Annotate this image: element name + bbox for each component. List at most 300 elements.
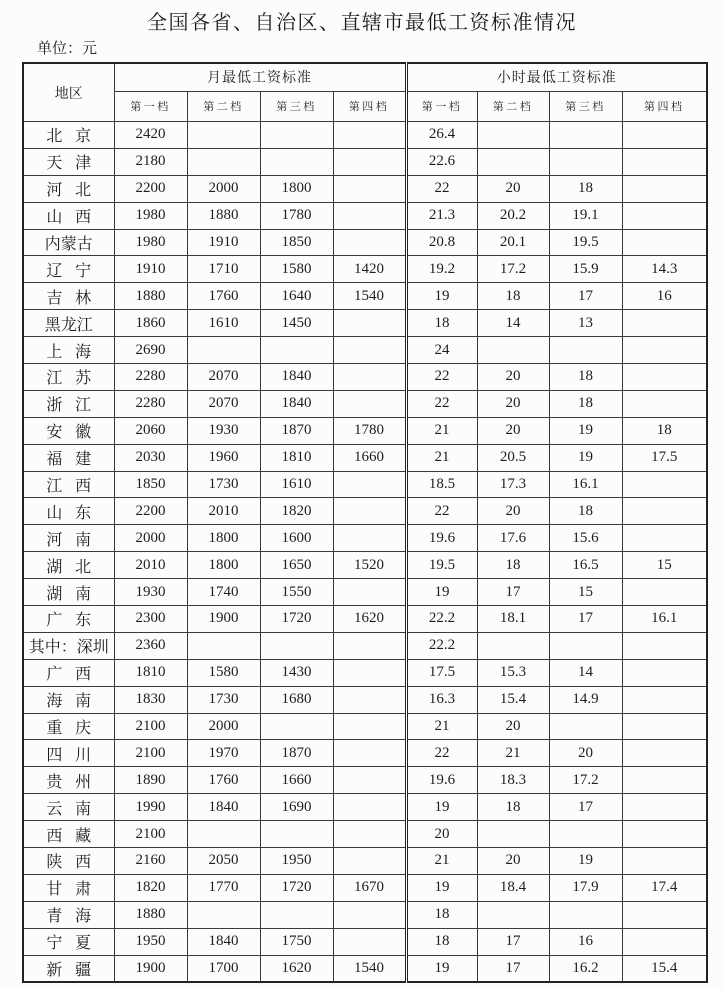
monthly-tier-1-cell: 2280 [114,364,187,391]
monthly-tier-3-cell [260,148,333,175]
region-cell: 广 西 [23,659,114,686]
region-cell: 新 疆 [23,955,114,982]
monthly-tier-3-cell: 1950 [260,848,333,875]
hourly-tier-3-cell: 16.5 [549,552,622,579]
monthly-tier-2-header: 第二档 [187,91,260,122]
table-row [23,337,707,364]
monthly-tier-2-cell [187,122,260,149]
hourly-tier-3-cell [549,713,622,740]
monthly-tier-3-cell: 1720 [260,874,333,901]
hourly-tier-1-cell: 22 [406,364,477,391]
region-cell: 湖 南 [23,579,114,606]
hourly-tier-4-cell [622,175,707,202]
monthly-tier-1-cell: 1980 [114,202,187,229]
region-cell: 安 徽 [23,417,114,444]
monthly-tier-4-cell [333,713,406,740]
hourly-tier-4-cell [622,794,707,821]
hourly-tier-3-cell: 18 [549,390,622,417]
monthly-tier-4-cell [333,928,406,955]
table-row [23,632,707,659]
hourly-tier-4-cell: 18 [622,417,707,444]
hourly-tier-2-cell: 20 [477,498,549,525]
hourly-tier-2-cell: 20 [477,175,549,202]
region-cell: 广 东 [23,606,114,633]
region-cell: 上 海 [23,337,114,364]
unit-label: 单位：元 [37,39,98,57]
monthly-tier-2-cell: 1840 [187,928,260,955]
monthly-tier-4-cell [333,632,406,659]
table-row [23,390,707,417]
hourly-tier-4-cell [622,579,707,606]
hourly-tier-4-cell [622,122,707,149]
hourly-tier-4-cell [622,229,707,256]
monthly-tier-4-cell: 1540 [333,955,406,982]
hourly-tier-1-cell: 19 [406,794,477,821]
hourly-tier-4-header: 第四档 [622,91,707,122]
monthly-tier-2-cell: 1700 [187,955,260,982]
monthly-tier-2-cell: 1740 [187,579,260,606]
hourly-tier-4-cell [622,310,707,337]
monthly-tier-1-cell: 1930 [114,579,187,606]
hourly-tier-4-cell [622,713,707,740]
hourly-tier-3-cell: 14.9 [549,686,622,713]
monthly-tier-3-cell: 1600 [260,525,333,552]
hourly-tier-3-cell: 14 [549,659,622,686]
table-row [23,498,707,525]
hourly-tier-1-cell: 18 [406,310,477,337]
table-row [23,794,707,821]
hourly-tier-4-cell [622,848,707,875]
region-cell: 海 南 [23,686,114,713]
monthly-tier-3-cell: 1650 [260,552,333,579]
monthly-tier-2-cell: 1960 [187,444,260,471]
hourly-tier-3-cell: 15.6 [549,525,622,552]
hourly-tier-1-cell: 17.5 [406,659,477,686]
monthly-tier-3-cell: 1450 [260,310,333,337]
table-row [23,740,707,767]
table-row [23,148,707,175]
monthly-tier-2-cell: 1610 [187,310,260,337]
tier-header-row [23,91,707,122]
monthly-tier-4-cell: 1520 [333,552,406,579]
region-cell: 陕 西 [23,848,114,875]
region-cell: 黑龙江 [23,310,114,337]
monthly-tier-2-cell: 1900 [187,606,260,633]
hourly-tier-2-cell: 20 [477,848,549,875]
monthly-tier-3-cell: 1430 [260,659,333,686]
hourly-tier-4-cell [622,901,707,928]
monthly-tier-2-cell: 2070 [187,364,260,391]
hourly-tier-3-cell: 15.9 [549,256,622,283]
hourly-tier-1-header: 第一档 [406,91,477,122]
monthly-tier-4-cell [333,579,406,606]
monthly-tier-3-cell [260,632,333,659]
monthly-tier-4-cell: 1660 [333,444,406,471]
hourly-tier-1-cell: 21 [406,444,477,471]
monthly-tier-2-cell: 2070 [187,390,260,417]
hourly-tier-3-cell: 17 [549,283,622,310]
table-row [23,928,707,955]
hourly-tier-2-cell [477,122,549,149]
monthly-tier-1-cell: 1810 [114,659,187,686]
hourly-tier-3-cell: 19.5 [549,229,622,256]
monthly-tier-4-cell [333,659,406,686]
hourly-tier-4-cell [622,767,707,794]
monthly-tier-4-header: 第四档 [333,91,406,122]
monthly-tier-1-cell: 2690 [114,337,187,364]
monthly-tier-2-cell [187,632,260,659]
hourly-tier-4-cell [622,821,707,848]
table-row [23,202,707,229]
monthly-tier-1-cell: 2160 [114,848,187,875]
monthly-tier-3-cell: 1850 [260,229,333,256]
region-cell: 河 南 [23,525,114,552]
table-row [23,175,707,202]
monthly-tier-2-cell: 1930 [187,417,260,444]
hourly-tier-1-cell: 21.3 [406,202,477,229]
monthly-tier-1-cell: 1860 [114,310,187,337]
monthly-tier-4-cell: 1620 [333,606,406,633]
hourly-tier-1-cell: 19.6 [406,525,477,552]
monthly-tier-4-cell [333,229,406,256]
monthly-tier-3-cell [260,901,333,928]
hourly-tier-2-cell [477,148,549,175]
table-row [23,229,707,256]
monthly-tier-2-cell: 2000 [187,175,260,202]
monthly-tier-3-cell: 1720 [260,606,333,633]
monthly-tier-1-cell: 2420 [114,122,187,149]
hourly-tier-2-cell: 18 [477,552,549,579]
monthly-tier-4-cell: 1540 [333,283,406,310]
table-row [23,444,707,471]
hourly-tier-1-cell: 19 [406,955,477,982]
hourly-tier-2-cell: 20 [477,390,549,417]
hourly-tier-2-cell: 15.4 [477,686,549,713]
hourly-tier-2-cell: 20.2 [477,202,549,229]
hourly-tier-4-cell: 14.3 [622,256,707,283]
monthly-tier-1-cell: 2300 [114,606,187,633]
region-cell: 湖 北 [23,552,114,579]
monthly-tier-1-cell: 1830 [114,686,187,713]
hourly-tier-2-cell: 20 [477,713,549,740]
hourly-tier-1-cell: 18.5 [406,471,477,498]
monthly-tier-2-cell: 2010 [187,498,260,525]
monthly-tier-1-cell: 2360 [114,632,187,659]
monthly-tier-2-cell: 1800 [187,552,260,579]
hourly-tier-4-cell [622,148,707,175]
monthly-tier-1-cell: 2010 [114,552,187,579]
hourly-tier-1-cell: 22.6 [406,148,477,175]
hourly-tier-4-cell [622,525,707,552]
hourly-tier-2-cell [477,901,549,928]
hourly-tier-2-cell: 20.5 [477,444,549,471]
hourly-tier-1-cell: 24 [406,337,477,364]
hourly-tier-4-cell [622,202,707,229]
hourly-tier-1-cell: 22 [406,740,477,767]
table-row [23,256,707,283]
hourly-tier-4-cell: 16.1 [622,606,707,633]
monthly-tier-1-cell: 1820 [114,874,187,901]
monthly-tier-3-cell: 1620 [260,955,333,982]
monthly-tier-3-cell: 1840 [260,364,333,391]
monthly-tier-1-cell: 1980 [114,229,187,256]
hourly-tier-3-cell [549,148,622,175]
table-row [23,955,707,982]
hourly-tier-3-cell: 19 [549,417,622,444]
monthly-tier-2-cell: 1800 [187,525,260,552]
monthly-tier-1-cell: 2100 [114,821,187,848]
monthly-tier-3-cell: 1810 [260,444,333,471]
table-row [23,310,707,337]
table-row [23,901,707,928]
region-cell: 浙 江 [23,390,114,417]
hourly-tier-2-cell: 20 [477,417,549,444]
hourly-tier-2-cell: 18 [477,283,549,310]
region-cell: 宁 夏 [23,928,114,955]
monthly-tier-1-cell: 2180 [114,148,187,175]
monthly-tier-3-cell: 1660 [260,767,333,794]
region-cell: 北 京 [23,122,114,149]
hourly-tier-1-cell: 19.2 [406,256,477,283]
region-cell: 甘 肃 [23,874,114,901]
hourly-tier-2-cell: 17 [477,928,549,955]
monthly-tier-3-cell [260,821,333,848]
region-cell: 青 海 [23,901,114,928]
hourly-tier-3-cell [549,122,622,149]
hourly-wage-header: 小时最低工资标准 [406,63,707,91]
hourly-tier-4-cell: 16 [622,283,707,310]
region-cell: 辽 宁 [23,256,114,283]
monthly-tier-1-cell: 1900 [114,955,187,982]
monthly-tier-1-cell: 2200 [114,175,187,202]
monthly-tier-4-cell [333,337,406,364]
table-row [23,821,707,848]
region-cell: 其中：深圳 [23,632,114,659]
hourly-tier-3-cell: 19.1 [549,202,622,229]
monthly-wage-header: 月最低工资标准 [114,63,406,91]
monthly-tier-1-cell: 2100 [114,713,187,740]
monthly-tier-1-cell: 2280 [114,390,187,417]
hourly-tier-3-cell: 17 [549,606,622,633]
monthly-tier-1-header: 第一档 [114,91,187,122]
hourly-tier-2-cell: 15.3 [477,659,549,686]
hourly-tier-3-cell: 19 [549,444,622,471]
table-row [23,686,707,713]
monthly-tier-2-cell [187,148,260,175]
region-cell: 云 南 [23,794,114,821]
monthly-tier-2-cell: 1730 [187,471,260,498]
monthly-tier-2-cell [187,821,260,848]
monthly-tier-4-cell [333,740,406,767]
monthly-tier-1-cell: 1950 [114,928,187,955]
minimum-wage-table [22,62,708,983]
hourly-tier-3-cell: 16 [549,928,622,955]
monthly-tier-2-cell: 1840 [187,794,260,821]
page-title: 全国各省、自治区、直辖市最低工资标准情况 [147,10,577,34]
hourly-tier-4-cell: 17.5 [622,444,707,471]
hourly-tier-4-cell: 15 [622,552,707,579]
hourly-tier-1-cell: 19 [406,874,477,901]
monthly-tier-2-cell: 2050 [187,848,260,875]
table-row [23,606,707,633]
hourly-tier-4-cell [622,498,707,525]
table-row [23,122,707,149]
monthly-tier-4-cell [333,686,406,713]
monthly-tier-1-cell: 2100 [114,740,187,767]
hourly-tier-1-cell: 21 [406,417,477,444]
monthly-tier-3-cell: 1610 [260,471,333,498]
region-cell: 河 北 [23,175,114,202]
monthly-tier-3-cell: 1870 [260,417,333,444]
monthly-tier-3-cell: 1580 [260,256,333,283]
monthly-tier-4-cell [333,148,406,175]
hourly-tier-2-cell: 17 [477,579,549,606]
hourly-tier-1-cell: 22.2 [406,632,477,659]
monthly-tier-1-cell: 1880 [114,901,187,928]
hourly-tier-1-cell: 21 [406,848,477,875]
monthly-tier-2-cell: 1710 [187,256,260,283]
hourly-tier-1-cell: 19 [406,579,477,606]
hourly-tier-3-header: 第三档 [549,91,622,122]
hourly-tier-1-cell: 18 [406,901,477,928]
hourly-tier-3-cell: 20 [549,740,622,767]
hourly-tier-1-cell: 19 [406,283,477,310]
monthly-tier-2-cell: 1970 [187,740,260,767]
hourly-tier-2-cell: 17.6 [477,525,549,552]
monthly-tier-2-cell: 1760 [187,283,260,310]
monthly-tier-4-cell [333,525,406,552]
hourly-tier-1-cell: 19.5 [406,552,477,579]
hourly-tier-2-cell: 18.4 [477,874,549,901]
hourly-tier-1-cell: 22 [406,175,477,202]
monthly-tier-3-cell: 1550 [260,579,333,606]
hourly-tier-4-cell [622,471,707,498]
monthly-tier-4-cell [333,821,406,848]
hourly-tier-3-cell: 18 [549,498,622,525]
region-cell: 重 庆 [23,713,114,740]
monthly-tier-2-cell: 1580 [187,659,260,686]
hourly-tier-1-cell: 22.2 [406,606,477,633]
hourly-tier-2-cell: 17 [477,955,549,982]
monthly-tier-2-cell: 1910 [187,229,260,256]
table-row [23,848,707,875]
table-row [23,659,707,686]
region-cell: 山 东 [23,498,114,525]
hourly-tier-4-cell [622,659,707,686]
hourly-tier-2-cell: 17.3 [477,471,549,498]
hourly-tier-3-cell [549,821,622,848]
region-cell: 江 西 [23,471,114,498]
monthly-tier-1-cell: 1990 [114,794,187,821]
monthly-tier-4-cell [333,202,406,229]
hourly-tier-3-cell: 16.1 [549,471,622,498]
table-row [23,767,707,794]
monthly-tier-4-cell: 1420 [333,256,406,283]
hourly-tier-1-cell: 16.3 [406,686,477,713]
region-cell: 天 津 [23,148,114,175]
hourly-tier-1-cell: 18 [406,928,477,955]
hourly-tier-1-cell: 26.4 [406,122,477,149]
table-row [23,417,707,444]
region-cell: 贵 州 [23,767,114,794]
monthly-tier-3-cell: 1840 [260,390,333,417]
monthly-tier-4-cell [333,767,406,794]
hourly-tier-2-cell: 17.2 [477,256,549,283]
hourly-tier-3-cell [549,901,622,928]
hourly-tier-2-cell [477,821,549,848]
monthly-tier-3-cell: 1640 [260,283,333,310]
hourly-tier-3-cell: 17.2 [549,767,622,794]
header-row [23,63,707,91]
hourly-tier-2-cell: 14 [477,310,549,337]
monthly-tier-3-cell: 1680 [260,686,333,713]
hourly-tier-4-cell [622,364,707,391]
hourly-tier-4-cell: 17.4 [622,874,707,901]
hourly-tier-3-cell: 18 [549,175,622,202]
monthly-tier-3-cell: 1750 [260,928,333,955]
hourly-tier-3-cell: 13 [549,310,622,337]
hourly-tier-3-cell: 17.9 [549,874,622,901]
region-cell: 内蒙古 [23,229,114,256]
monthly-tier-2-cell: 1880 [187,202,260,229]
hourly-tier-4-cell [622,337,707,364]
monthly-tier-3-cell: 1820 [260,498,333,525]
hourly-tier-3-cell: 16.2 [549,955,622,982]
monthly-tier-1-cell: 1880 [114,283,187,310]
monthly-tier-1-cell: 2000 [114,525,187,552]
monthly-tier-3-cell: 1800 [260,175,333,202]
hourly-tier-2-cell [477,337,549,364]
hourly-tier-2-cell: 18.3 [477,767,549,794]
hourly-tier-1-cell: 20 [406,821,477,848]
monthly-tier-3-cell [260,337,333,364]
hourly-tier-4-cell [622,740,707,767]
monthly-tier-3-cell: 1780 [260,202,333,229]
monthly-tier-4-cell [333,848,406,875]
table-row [23,525,707,552]
monthly-tier-2-cell [187,901,260,928]
hourly-tier-4-cell [622,390,707,417]
region-cell: 西 藏 [23,821,114,848]
monthly-tier-3-cell: 1870 [260,740,333,767]
hourly-tier-2-cell: 20.1 [477,229,549,256]
monthly-tier-4-cell: 1780 [333,417,406,444]
hourly-tier-1-cell: 20.8 [406,229,477,256]
monthly-tier-2-cell: 2000 [187,713,260,740]
hourly-tier-1-cell: 22 [406,390,477,417]
monthly-tier-1-cell: 2200 [114,498,187,525]
monthly-tier-4-cell [333,471,406,498]
monthly-tier-3-cell: 1690 [260,794,333,821]
monthly-tier-2-cell [187,337,260,364]
monthly-tier-2-cell: 1760 [187,767,260,794]
hourly-tier-1-cell: 21 [406,713,477,740]
monthly-tier-4-cell [333,794,406,821]
hourly-tier-2-cell [477,632,549,659]
monthly-tier-4-cell [333,310,406,337]
table-row [23,552,707,579]
monthly-tier-3-header: 第三档 [260,91,333,122]
hourly-tier-3-cell: 15 [549,579,622,606]
monthly-tier-4-cell [333,175,406,202]
table-row [23,579,707,606]
hourly-tier-3-cell: 18 [549,364,622,391]
monthly-tier-4-cell [333,390,406,417]
hourly-tier-4-cell: 15.4 [622,955,707,982]
hourly-tier-2-header: 第二档 [477,91,549,122]
monthly-tier-2-cell: 1770 [187,874,260,901]
monthly-tier-4-cell: 1670 [333,874,406,901]
